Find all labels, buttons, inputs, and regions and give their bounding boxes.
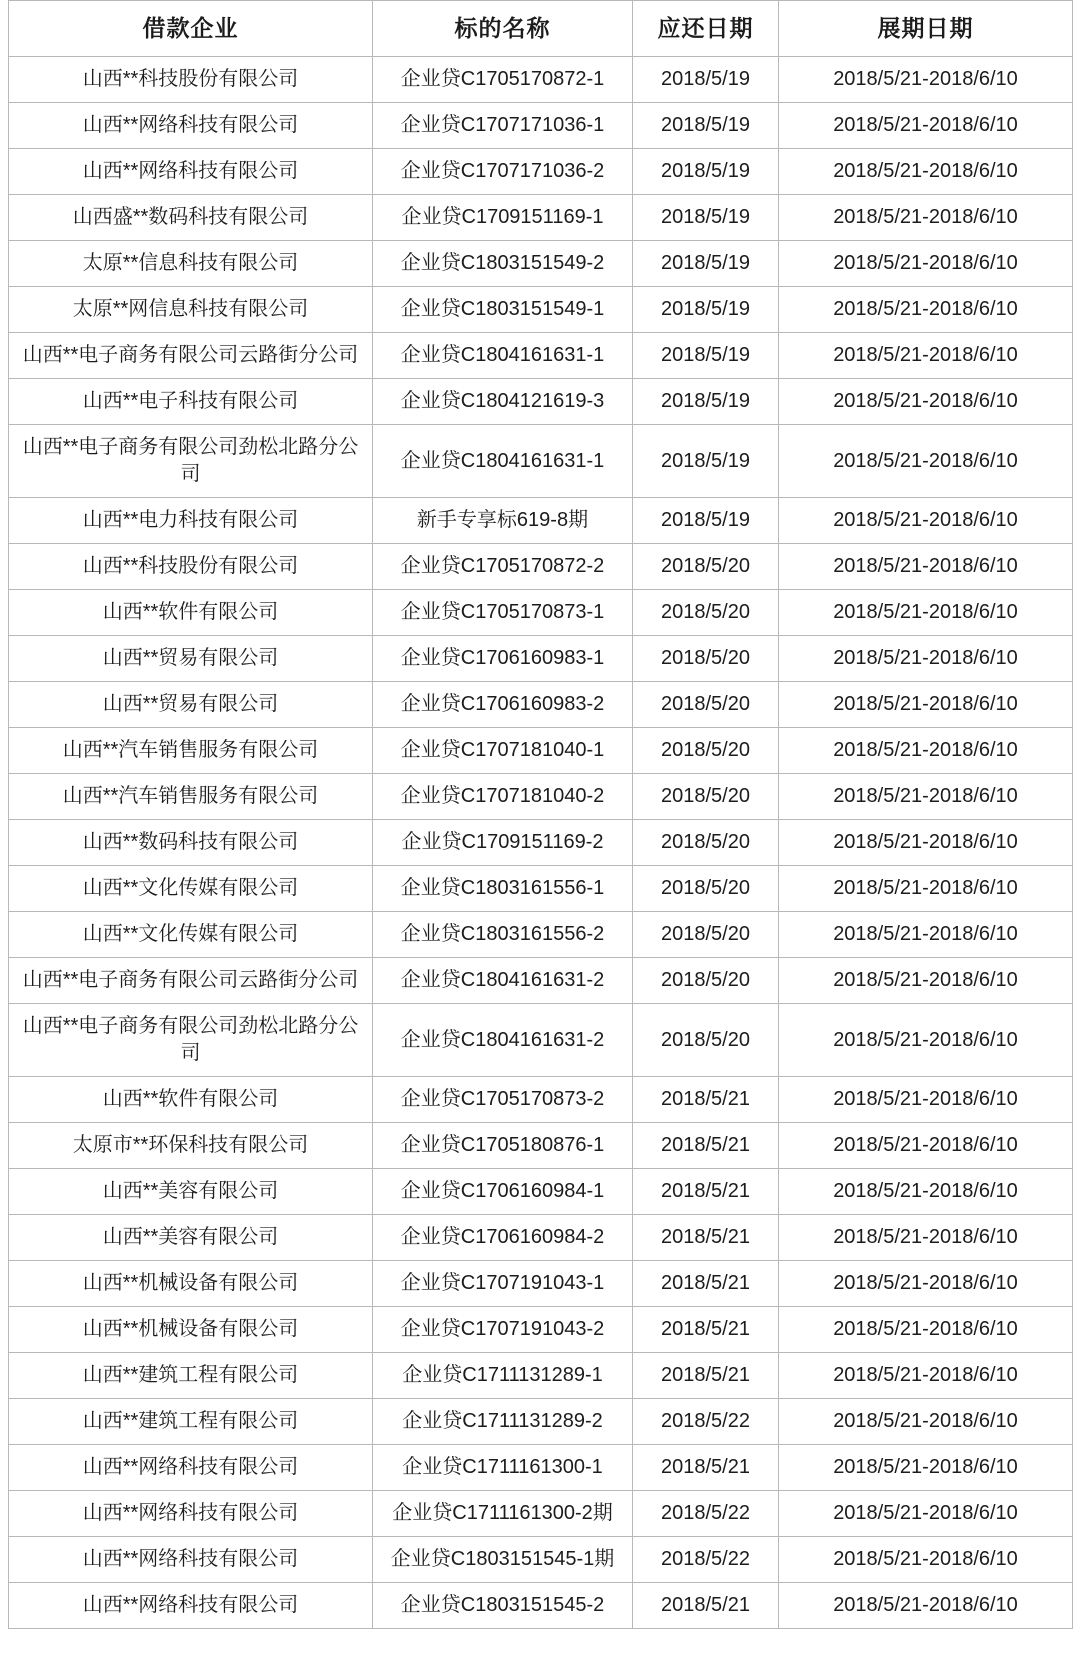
cell-company: 山西**电力科技有限公司 (9, 498, 373, 544)
cell-company: 山西**汽车销售服务有限公司 (9, 774, 373, 820)
cell-target-name: 企业贷C1803161556-2 (373, 912, 633, 958)
cell-company: 山西**电子商务有限公司云路街分公司 (9, 333, 373, 379)
cell-target-name: 企业贷C1803151545-1期 (373, 1537, 633, 1583)
cell-target-name: 企业贷C1803161556-1 (373, 866, 633, 912)
table-body (9, 57, 1073, 1629)
cell-target-name: 企业贷C1709151169-2 (373, 820, 633, 866)
cell-target-name: 企业贷C1804161631-1 (373, 333, 633, 379)
cell-due-date: 2018/5/21 (633, 1169, 779, 1215)
cell-company: 山西**电子商务有限公司劲松北路分公司 (9, 1004, 373, 1077)
cell-target-name: 企业贷C1705170872-2 (373, 544, 633, 590)
cell-company: 山西**科技股份有限公司 (9, 544, 373, 590)
cell-due-date: 2018/5/21 (633, 1123, 779, 1169)
cell-extension-date: 2018/5/21-2018/6/10 (779, 1583, 1073, 1629)
cell-due-date: 2018/5/20 (633, 1004, 779, 1077)
cell-extension-date: 2018/5/21-2018/6/10 (779, 103, 1073, 149)
cell-target-name: 企业贷C1707181040-1 (373, 728, 633, 774)
cell-extension-date: 2018/5/21-2018/6/10 (779, 682, 1073, 728)
table-row (9, 728, 1073, 774)
cell-extension-date: 2018/5/21-2018/6/10 (779, 1169, 1073, 1215)
cell-target-name: 企业贷C1706160983-1 (373, 636, 633, 682)
cell-target-name: 企业贷C1706160983-2 (373, 682, 633, 728)
table-row (9, 1307, 1073, 1353)
table-header (9, 1, 1073, 57)
table-row (9, 379, 1073, 425)
cell-extension-date: 2018/5/21-2018/6/10 (779, 1077, 1073, 1123)
loan-extension-table (8, 0, 1073, 1629)
cell-extension-date: 2018/5/21-2018/6/10 (779, 195, 1073, 241)
cell-extension-date: 2018/5/21-2018/6/10 (779, 241, 1073, 287)
cell-extension-date: 2018/5/21-2018/6/10 (779, 1537, 1073, 1583)
cell-due-date: 2018/5/19 (633, 498, 779, 544)
cell-company: 山西**软件有限公司 (9, 1077, 373, 1123)
table-row (9, 636, 1073, 682)
table-row (9, 820, 1073, 866)
cell-extension-date: 2018/5/21-2018/6/10 (779, 1445, 1073, 1491)
cell-target-name: 企业贷C1711161300-1 (373, 1445, 633, 1491)
cell-extension-date: 2018/5/21-2018/6/10 (779, 544, 1073, 590)
cell-due-date: 2018/5/20 (633, 728, 779, 774)
cell-company: 太原市**环保科技有限公司 (9, 1123, 373, 1169)
cell-extension-date: 2018/5/21-2018/6/10 (779, 1307, 1073, 1353)
cell-extension-date: 2018/5/21-2018/6/10 (779, 57, 1073, 103)
table-row (9, 333, 1073, 379)
cell-due-date: 2018/5/19 (633, 287, 779, 333)
cell-target-name: 新手专享标619-8期 (373, 498, 633, 544)
cell-target-name: 企业贷C1705170873-1 (373, 590, 633, 636)
cell-due-date: 2018/5/21 (633, 1215, 779, 1261)
cell-extension-date: 2018/5/21-2018/6/10 (779, 774, 1073, 820)
column-header-extension-date: 展期日期 (779, 1, 1073, 57)
cell-due-date: 2018/5/20 (633, 912, 779, 958)
cell-company: 山西**汽车销售服务有限公司 (9, 728, 373, 774)
table-row (9, 1077, 1073, 1123)
table-row (9, 1399, 1073, 1445)
cell-due-date: 2018/5/20 (633, 820, 779, 866)
cell-target-name: 企业贷C1705180876-1 (373, 1123, 633, 1169)
cell-target-name: 企业贷C1707171036-1 (373, 103, 633, 149)
cell-due-date: 2018/5/19 (633, 195, 779, 241)
table-row (9, 1169, 1073, 1215)
cell-company: 山西**电子科技有限公司 (9, 379, 373, 425)
table-row (9, 544, 1073, 590)
cell-extension-date: 2018/5/21-2018/6/10 (779, 912, 1073, 958)
cell-company: 山西**文化传媒有限公司 (9, 866, 373, 912)
cell-due-date: 2018/5/19 (633, 333, 779, 379)
cell-company: 山西**网络科技有限公司 (9, 1537, 373, 1583)
cell-company: 山西**软件有限公司 (9, 590, 373, 636)
cell-target-name: 企业贷C1707191043-1 (373, 1261, 633, 1307)
cell-target-name: 企业贷C1804161631-2 (373, 1004, 633, 1077)
cell-extension-date: 2018/5/21-2018/6/10 (779, 1215, 1073, 1261)
cell-extension-date: 2018/5/21-2018/6/10 (779, 866, 1073, 912)
cell-company: 山西**网络科技有限公司 (9, 1583, 373, 1629)
table-row (9, 1123, 1073, 1169)
cell-target-name: 企业贷C1804121619-3 (373, 379, 633, 425)
cell-extension-date: 2018/5/21-2018/6/10 (779, 1261, 1073, 1307)
cell-target-name: 企业贷C1803151549-1 (373, 287, 633, 333)
table-row (9, 1353, 1073, 1399)
cell-company: 山西**电子商务有限公司云路街分公司 (9, 958, 373, 1004)
table-row (9, 912, 1073, 958)
cell-due-date: 2018/5/22 (633, 1399, 779, 1445)
cell-target-name: 企业贷C1711161300-2期 (373, 1491, 633, 1537)
cell-target-name: 企业贷C1709151169-1 (373, 195, 633, 241)
table-row (9, 241, 1073, 287)
cell-due-date: 2018/5/21 (633, 1307, 779, 1353)
cell-extension-date: 2018/5/21-2018/6/10 (779, 636, 1073, 682)
cell-company: 山西**贸易有限公司 (9, 682, 373, 728)
cell-company: 太原**网信息科技有限公司 (9, 287, 373, 333)
cell-extension-date: 2018/5/21-2018/6/10 (779, 287, 1073, 333)
cell-company: 山西盛**数码科技有限公司 (9, 195, 373, 241)
table-row (9, 1491, 1073, 1537)
cell-extension-date: 2018/5/21-2018/6/10 (779, 1353, 1073, 1399)
cell-due-date: 2018/5/22 (633, 1537, 779, 1583)
cell-due-date: 2018/5/19 (633, 103, 779, 149)
table-row (9, 1261, 1073, 1307)
table-row (9, 866, 1073, 912)
cell-due-date: 2018/5/21 (633, 1261, 779, 1307)
cell-company: 山西**网络科技有限公司 (9, 149, 373, 195)
cell-company: 山西**美容有限公司 (9, 1215, 373, 1261)
cell-due-date: 2018/5/20 (633, 590, 779, 636)
cell-company: 山西**建筑工程有限公司 (9, 1353, 373, 1399)
cell-extension-date: 2018/5/21-2018/6/10 (779, 728, 1073, 774)
cell-extension-date: 2018/5/21-2018/6/10 (779, 149, 1073, 195)
cell-due-date: 2018/5/20 (633, 774, 779, 820)
table-row (9, 1537, 1073, 1583)
table-row (9, 195, 1073, 241)
table-row (9, 1583, 1073, 1629)
cell-due-date: 2018/5/21 (633, 1445, 779, 1491)
cell-due-date: 2018/5/19 (633, 379, 779, 425)
cell-company: 山西**美容有限公司 (9, 1169, 373, 1215)
cell-company: 山西**电子商务有限公司劲松北路分公司 (9, 425, 373, 498)
cell-target-name: 企业贷C1707171036-2 (373, 149, 633, 195)
cell-company: 太原**信息科技有限公司 (9, 241, 373, 287)
column-header-due-date: 应还日期 (633, 1, 779, 57)
cell-due-date: 2018/5/19 (633, 241, 779, 287)
cell-extension-date: 2018/5/21-2018/6/10 (779, 425, 1073, 498)
cell-extension-date: 2018/5/21-2018/6/10 (779, 379, 1073, 425)
cell-due-date: 2018/5/22 (633, 1491, 779, 1537)
cell-extension-date: 2018/5/21-2018/6/10 (779, 1491, 1073, 1537)
cell-target-name: 企业贷C1706160984-2 (373, 1215, 633, 1261)
cell-company: 山西**网络科技有限公司 (9, 103, 373, 149)
cell-due-date: 2018/5/20 (633, 958, 779, 1004)
cell-due-date: 2018/5/21 (633, 1353, 779, 1399)
cell-due-date: 2018/5/20 (633, 866, 779, 912)
cell-company: 山西**贸易有限公司 (9, 636, 373, 682)
table-row (9, 1215, 1073, 1261)
cell-company: 山西**网络科技有限公司 (9, 1445, 373, 1491)
cell-due-date: 2018/5/21 (633, 1077, 779, 1123)
table-row (9, 958, 1073, 1004)
table-row (9, 1445, 1073, 1491)
cell-company: 山西**网络科技有限公司 (9, 1491, 373, 1537)
column-header-company: 借款企业 (9, 1, 373, 57)
cell-extension-date: 2018/5/21-2018/6/10 (779, 1399, 1073, 1445)
cell-target-name: 企业贷C1707191043-2 (373, 1307, 633, 1353)
cell-extension-date: 2018/5/21-2018/6/10 (779, 590, 1073, 636)
cell-company: 山西**机械设备有限公司 (9, 1307, 373, 1353)
cell-extension-date: 2018/5/21-2018/6/10 (779, 1004, 1073, 1077)
column-header-target-name: 标的名称 (373, 1, 633, 57)
table-row (9, 425, 1073, 498)
cell-company: 山西**文化传媒有限公司 (9, 912, 373, 958)
table-row (9, 590, 1073, 636)
cell-due-date: 2018/5/20 (633, 682, 779, 728)
cell-due-date: 2018/5/21 (633, 1583, 779, 1629)
table-row (9, 57, 1073, 103)
cell-company: 山西**机械设备有限公司 (9, 1261, 373, 1307)
cell-target-name: 企业贷C1705170872-1 (373, 57, 633, 103)
table-row (9, 103, 1073, 149)
cell-company: 山西**科技股份有限公司 (9, 57, 373, 103)
cell-target-name: 企业贷C1711131289-1 (373, 1353, 633, 1399)
cell-target-name: 企业贷C1711131289-2 (373, 1399, 633, 1445)
cell-target-name: 企业贷C1705170873-2 (373, 1077, 633, 1123)
cell-due-date: 2018/5/19 (633, 425, 779, 498)
table-row (9, 287, 1073, 333)
cell-company: 山西**数码科技有限公司 (9, 820, 373, 866)
cell-target-name: 企业贷C1804161631-2 (373, 958, 633, 1004)
cell-target-name: 企业贷C1803151545-2 (373, 1583, 633, 1629)
cell-company: 山西**建筑工程有限公司 (9, 1399, 373, 1445)
table-row (9, 682, 1073, 728)
table-row (9, 498, 1073, 544)
cell-target-name: 企业贷C1803151549-2 (373, 241, 633, 287)
cell-target-name: 企业贷C1706160984-1 (373, 1169, 633, 1215)
cell-extension-date: 2018/5/21-2018/6/10 (779, 498, 1073, 544)
cell-extension-date: 2018/5/21-2018/6/10 (779, 333, 1073, 379)
cell-extension-date: 2018/5/21-2018/6/10 (779, 820, 1073, 866)
cell-target-name: 企业贷C1804161631-1 (373, 425, 633, 498)
table-header-row (9, 1, 1073, 57)
cell-due-date: 2018/5/19 (633, 57, 779, 103)
cell-extension-date: 2018/5/21-2018/6/10 (779, 958, 1073, 1004)
cell-due-date: 2018/5/19 (633, 149, 779, 195)
cell-extension-date: 2018/5/21-2018/6/10 (779, 1123, 1073, 1169)
cell-target-name: 企业贷C1707181040-2 (373, 774, 633, 820)
table-row (9, 774, 1073, 820)
cell-due-date: 2018/5/20 (633, 636, 779, 682)
table-row (9, 1004, 1073, 1077)
cell-due-date: 2018/5/20 (633, 544, 779, 590)
table-row (9, 149, 1073, 195)
